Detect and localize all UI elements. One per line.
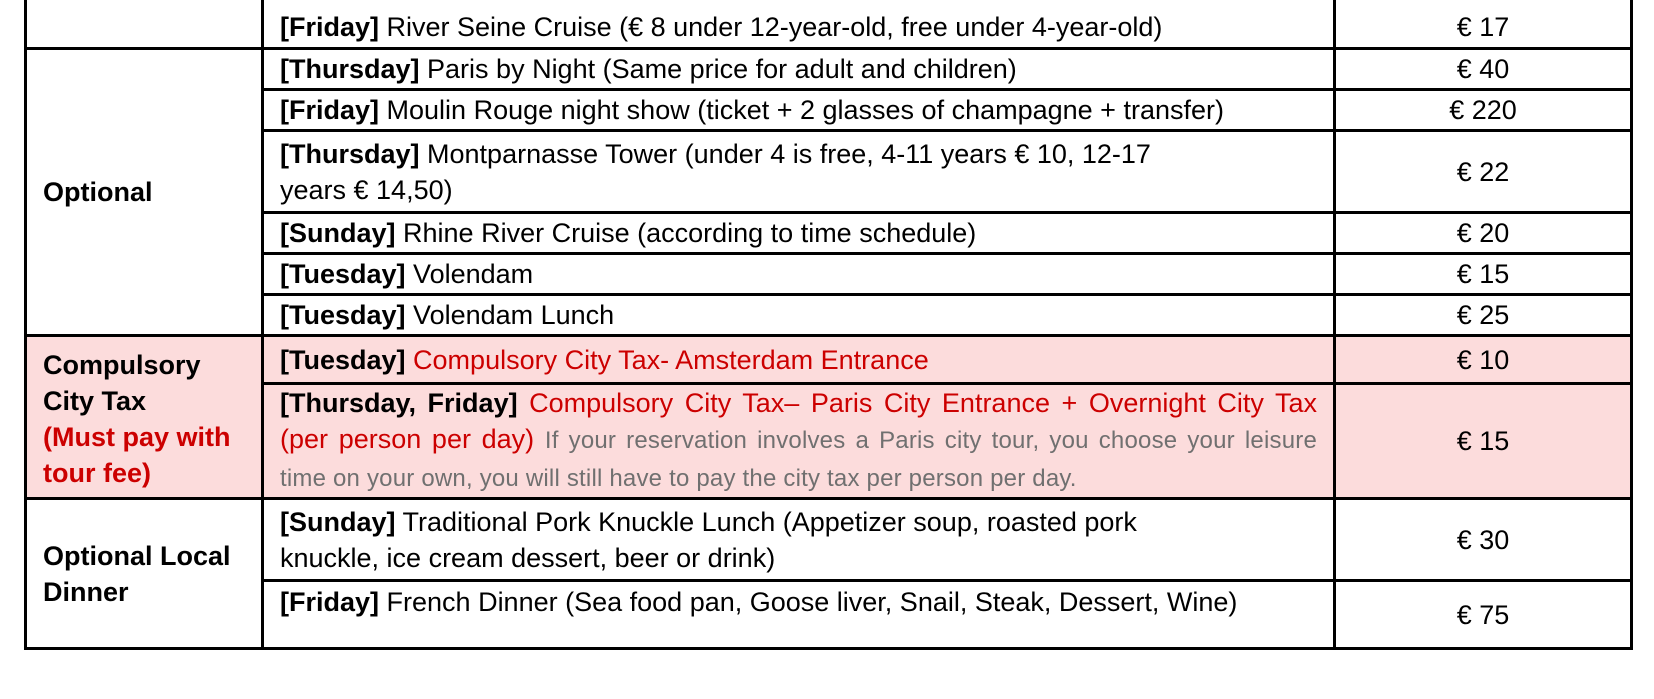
category-optional xyxy=(26,49,263,336)
tour-price: € 15 xyxy=(1335,254,1632,295)
tour-price: € 15 xyxy=(1335,384,1632,499)
tour-price: € 25 xyxy=(1335,295,1632,336)
tour-description xyxy=(263,384,1335,499)
tour-day: [Thursday] xyxy=(280,138,420,169)
category-local-dinner xyxy=(26,499,263,649)
tour-text: Rhine River Cruise (according to time schedule) xyxy=(403,218,977,248)
table-row xyxy=(26,336,1632,384)
tour-day: [Tuesday] xyxy=(280,259,406,289)
tour-text: Compulsory City Tax– Paris City Entrance + Overnight City Tax (per person per day) xyxy=(280,388,1317,454)
tour-price: € 30 xyxy=(1335,499,1632,581)
category-label: Optional Local Dinner xyxy=(43,540,231,607)
tour-description xyxy=(263,336,1335,384)
category-cell-empty xyxy=(26,0,263,49)
tour-day: [Friday] xyxy=(280,95,380,125)
tour-text: Paris by Night (Same price for adult and children) xyxy=(427,54,1017,84)
tour-day: [Friday] xyxy=(280,587,380,617)
table-row xyxy=(26,254,1632,295)
tour-day: [Thursday, Friday] xyxy=(280,388,518,418)
tour-description xyxy=(263,254,1335,295)
tour-price: € 22 xyxy=(1335,131,1632,213)
table-row xyxy=(26,384,1632,499)
tour-note: If your reservation involves a Paris city tour, you choose your leisure time on your own, you will still have to pay the city tax per person per day. xyxy=(280,427,1317,492)
tour-price: € 17 xyxy=(1335,0,1632,49)
tour-description xyxy=(263,131,1335,213)
tour-day: [Sunday] xyxy=(280,218,396,248)
tour-description xyxy=(263,213,1335,254)
category-city-tax xyxy=(26,336,263,499)
table-row xyxy=(26,49,1632,90)
table-row xyxy=(26,581,1632,649)
table-row xyxy=(26,90,1632,131)
tour-day: [Tuesday] xyxy=(280,344,406,375)
tour-description xyxy=(263,295,1335,336)
tour-description xyxy=(263,90,1335,131)
tour-price: € 20 xyxy=(1335,213,1632,254)
tour-text: Moulin Rouge night show (ticket + 2 glasses of champagne + transfer) xyxy=(386,95,1224,125)
table-row xyxy=(26,0,1632,49)
category-note: (Must pay with tour fee) xyxy=(43,422,231,488)
tour-description xyxy=(263,0,1335,49)
tour-text: Traditional Pork Knuckle Lunch (Appetizer soup, roasted pork knuckle, ice cream dessert, beer or drink) xyxy=(280,506,1137,573)
tour-price: € 40 xyxy=(1335,49,1632,90)
tour-description xyxy=(263,581,1335,649)
table-row xyxy=(26,295,1632,336)
tour-description xyxy=(263,499,1335,581)
tour-text: Volendam Lunch xyxy=(413,300,615,330)
tour-text: River Seine Cruise (€ 8 under 12-year-old, free under 4-year-old) xyxy=(386,11,1163,42)
tour-description xyxy=(263,49,1335,90)
table-row xyxy=(26,213,1632,254)
tour-day: [Friday] xyxy=(280,11,380,42)
tour-text: Montparnasse Tower (under 4 is free, 4-11 years € 10, 12-17 years € 14,50) xyxy=(280,138,1151,205)
tour-text: Volendam xyxy=(413,259,534,289)
tour-text: French Dinner (Sea food pan, Goose liver, Snail, Steak, Dessert, Wine) xyxy=(386,587,1238,617)
tour-text: Compulsory City Tax- Amsterdam Entrance xyxy=(413,344,929,375)
table-row xyxy=(26,131,1632,213)
tour-price: € 220 xyxy=(1335,90,1632,131)
tour-day: [Thursday] xyxy=(280,54,420,84)
tour-price: € 75 xyxy=(1335,581,1632,649)
table-row xyxy=(26,499,1632,581)
category-label: Compulsory City Tax xyxy=(43,350,201,416)
tour-day: [Sunday] xyxy=(280,506,396,537)
optional-tours-price-table xyxy=(24,0,1633,650)
tour-price: € 10 xyxy=(1335,336,1632,384)
tour-day: [Tuesday] xyxy=(280,300,406,330)
category-label: Optional xyxy=(43,177,153,207)
